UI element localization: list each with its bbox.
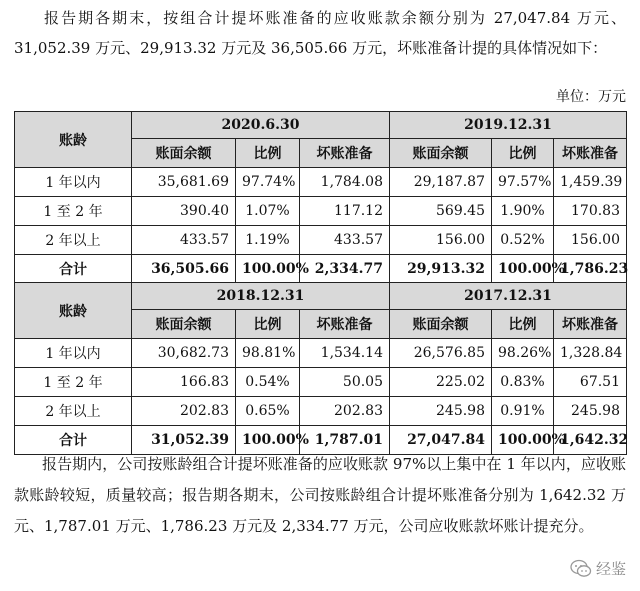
unit-label: 单位：万元 <box>556 89 626 105</box>
total-label: 合计 <box>15 255 132 284</box>
intro-text: 报告期各期末，按组合计提坏账准备的应收账款余额分别为 27,047.84 万元、31,052.39 万元、29,913.32 万元及 36,505.66 万元，坏账准备计提的具体情况如下： <box>14 9 626 57</box>
table-cell: 97.74% <box>236 168 300 197</box>
table-cell: 1,784.08 <box>300 168 390 197</box>
table-cell: 1,534.14 <box>300 339 390 368</box>
total-cell: 100.00% <box>236 426 300 455</box>
row-label: 1 年以内 <box>15 339 132 368</box>
watermark-text: 经鉴 <box>595 560 626 578</box>
table-cell: 26,576.85 <box>390 339 492 368</box>
table-cell: 1,459.39 <box>554 168 627 197</box>
column-header: 账面余额 <box>132 310 236 339</box>
table-row <box>15 226 627 255</box>
period-header: 2018.12.31 <box>132 283 390 310</box>
period-header: 2020.6.30 <box>132 112 390 139</box>
column-header: 账面余额 <box>132 139 236 168</box>
table-cell: 0.83% <box>492 368 554 397</box>
total-cell: 1,787.01 <box>300 426 390 455</box>
table-cell: 0.65% <box>236 397 300 426</box>
total-cell: 100.00% <box>492 426 554 455</box>
conclusion-paragraph <box>14 449 626 542</box>
table-cell: 156.00 <box>390 226 492 255</box>
table-cell: 1.90% <box>492 197 554 226</box>
table-cell: 202.83 <box>300 397 390 426</box>
table-cell: 30,682.73 <box>132 339 236 368</box>
column-header: 比例 <box>492 310 554 339</box>
table-cell: 245.98 <box>554 397 627 426</box>
total-cell: 100.00% <box>492 255 554 284</box>
row-label: 1 至 2 年 <box>15 197 132 226</box>
age-header: 账龄 <box>15 283 132 339</box>
total-cell: 1,786.23 <box>554 255 627 284</box>
total-cell: 2,334.77 <box>300 255 390 284</box>
intro-paragraph <box>14 3 626 63</box>
table-cell: 97.57% <box>492 168 554 197</box>
total-row <box>15 255 627 284</box>
wechat-bubble-icon <box>570 559 592 579</box>
table-cell: 202.83 <box>132 397 236 426</box>
table-cell: 166.83 <box>132 368 236 397</box>
column-header: 坏账准备 <box>300 139 390 168</box>
table-cell: 569.45 <box>390 197 492 226</box>
watermark <box>570 558 626 579</box>
table-row <box>15 168 627 197</box>
period-header: 2019.12.31 <box>390 112 627 139</box>
total-cell: 36,505.66 <box>132 255 236 284</box>
receivables-table-2020-2019 <box>14 111 627 284</box>
row-label: 2 年以上 <box>15 397 132 426</box>
column-header: 账面余额 <box>390 310 492 339</box>
row-label: 1 年以内 <box>15 168 132 197</box>
age-header: 账龄 <box>15 112 132 168</box>
row-label: 1 至 2 年 <box>15 368 132 397</box>
column-header: 坏账准备 <box>554 310 627 339</box>
total-cell: 27,047.84 <box>390 426 492 455</box>
total-cell: 1,642.32 <box>554 426 627 455</box>
table-cell: 0.54% <box>236 368 300 397</box>
table-cell: 50.05 <box>300 368 390 397</box>
table-cell: 29,187.87 <box>390 168 492 197</box>
table-cell: 1,328.84 <box>554 339 627 368</box>
table-cell: 156.00 <box>554 226 627 255</box>
table-row <box>15 368 627 397</box>
table-cell: 1.07% <box>236 197 300 226</box>
table-cell: 433.57 <box>132 226 236 255</box>
total-cell: 31,052.39 <box>132 426 236 455</box>
column-header: 比例 <box>236 310 300 339</box>
table-cell: 433.57 <box>300 226 390 255</box>
table-cell: 98.81% <box>236 339 300 368</box>
table-cell: 170.83 <box>554 197 627 226</box>
receivables-table-2018-2017 <box>14 282 627 455</box>
table-cell: 225.02 <box>390 368 492 397</box>
total-cell: 100.00% <box>236 255 300 284</box>
table-row <box>15 197 627 226</box>
conclusion-text: 报告期内，公司按账龄组合计提坏账准备的应收账款 97%以上集中在 1 年以内，应收账款账龄较短，质量较高；报告期各期末，公司按账龄组合计提坏账准备分别为 1,642.32 万元、1,787.01 万元、1,786.23 万元及 2,334.77 万元，公司应收账款坏账计提充分。 <box>14 455 626 535</box>
period-header: 2017.12.31 <box>390 283 627 310</box>
table-row <box>15 339 627 368</box>
table-cell: 67.51 <box>554 368 627 397</box>
row-label: 2 年以上 <box>15 226 132 255</box>
total-cell: 29,913.32 <box>390 255 492 284</box>
table-cell: 35,681.69 <box>132 168 236 197</box>
table-cell: 1.19% <box>236 226 300 255</box>
table-cell: 0.91% <box>492 397 554 426</box>
table-cell: 0.52% <box>492 226 554 255</box>
table-row <box>15 397 627 426</box>
table-cell: 245.98 <box>390 397 492 426</box>
column-header: 坏账准备 <box>300 310 390 339</box>
table-cell: 117.12 <box>300 197 390 226</box>
table-cell: 390.40 <box>132 197 236 226</box>
table-cell: 98.26% <box>492 339 554 368</box>
column-header: 坏账准备 <box>554 139 627 168</box>
total-label: 合计 <box>15 426 132 455</box>
column-header: 账面余额 <box>390 139 492 168</box>
column-header: 比例 <box>492 139 554 168</box>
column-header: 比例 <box>236 139 300 168</box>
